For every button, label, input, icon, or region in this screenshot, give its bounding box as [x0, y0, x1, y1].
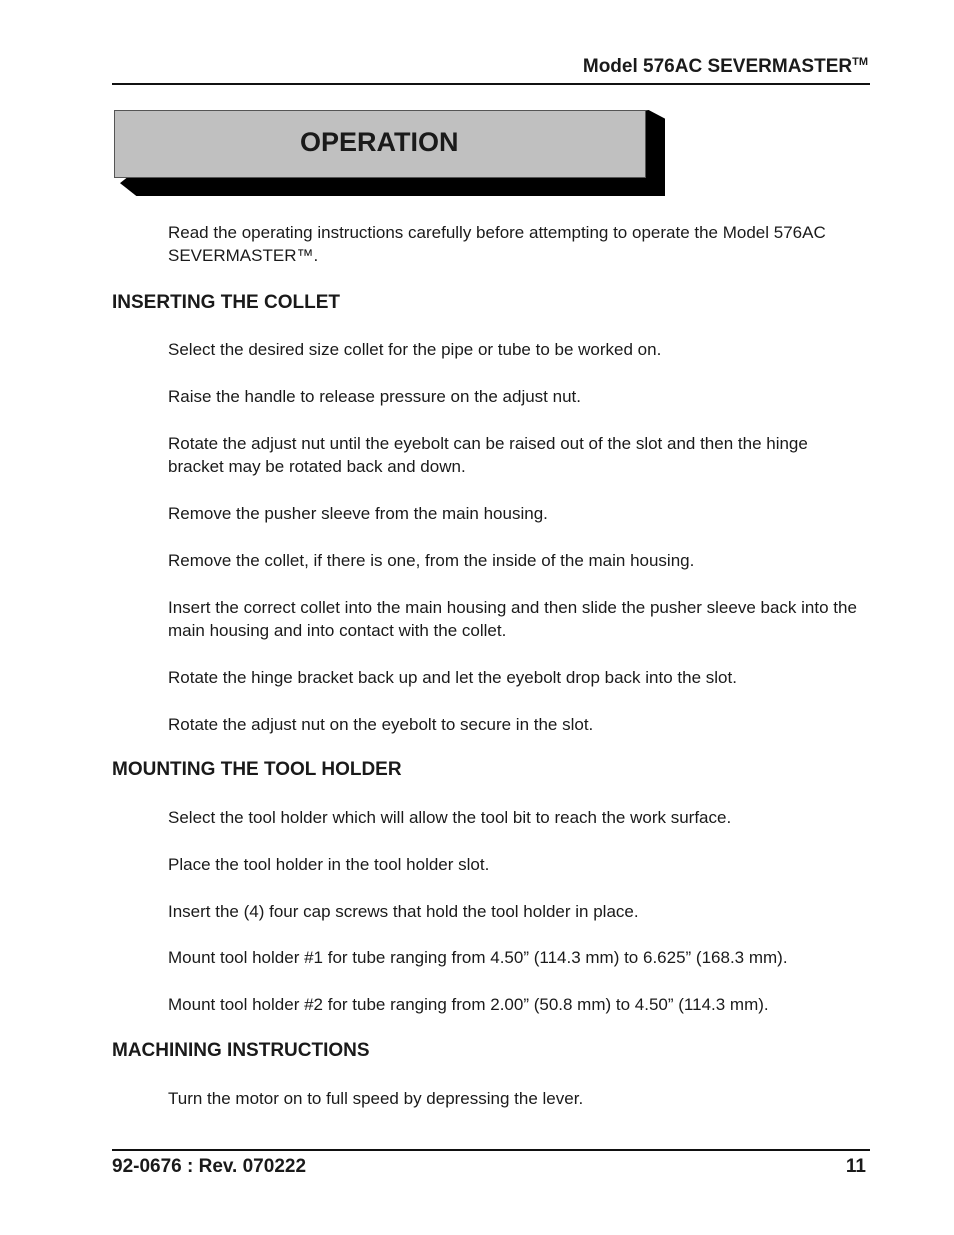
- step-paragraph: Rotate the hinge bracket back up and let the eyebolt drop back into the slot.: [168, 668, 737, 687]
- model-name: Model 576AC SEVERMASTER: [582, 56, 853, 77]
- step-paragraph: Insert the (4) four cap screws that hold the tool holder in place.: [168, 902, 639, 921]
- step-paragraph: Mount tool holder #2 for tube ranging from 2.00” (50.8 mm) to 4.50” (114.3 mm).: [168, 995, 769, 1014]
- step-paragraph: Insert the correct collet into the main housing and then slide the pusher sleeve back into the main housing and into contact with the collet.: [168, 598, 857, 640]
- step-paragraph: Select the tool holder which will allow the tool bit to reach the work surface.: [168, 808, 732, 827]
- step-paragraph: Select the desired size collet for the pipe or tube to be worked on.: [168, 340, 662, 359]
- step-paragraph: Raise the handle to release pressure on the adjust nut.: [168, 387, 581, 406]
- banner-title: OPERATION: [300, 127, 459, 157]
- header-divider: [112, 83, 870, 85]
- page-number: 11: [845, 1156, 866, 1177]
- step-paragraph: Place the tool holder in the tool holder slot.: [168, 855, 490, 874]
- footer-divider: [112, 1149, 870, 1151]
- section-heading-mounting-tool-holder: MOUNTING THE TOOL HOLDER: [112, 759, 402, 780]
- step-paragraph: Rotate the adjust nut until the eyebolt can be raised out of the slot and then the hinge bracket may be rotated back and down.: [168, 434, 808, 476]
- step-paragraph: Remove the pusher sleeve from the main housing.: [168, 504, 548, 523]
- step-paragraph: Rotate the adjust nut on the eyebolt to secure in the slot.: [168, 715, 594, 734]
- step-paragraph: Remove the collet, if there is one, from the inside of the main housing.: [168, 551, 695, 570]
- document-header-model: [583, 56, 868, 78]
- intro-paragraph: Read the operating instructions carefully before attempting to operate the Model 576AC SEVERMASTER™.: [168, 223, 826, 265]
- step-paragraph: Mount tool holder #1 for tube ranging from 4.50” (114.3 mm) to 6.625” (168.3 mm).: [168, 948, 788, 967]
- trademark-mark: TM: [852, 56, 868, 68]
- section-heading-machining-instructions: MACHINING INSTRUCTIONS: [112, 1040, 370, 1061]
- step-paragraph: Turn the motor on to full speed by depressing the lever.: [168, 1089, 584, 1108]
- document-number: 92-0676 : Rev. 070222: [112, 1156, 307, 1177]
- section-heading-inserting-collet: INSERTING THE COLLET: [112, 292, 340, 313]
